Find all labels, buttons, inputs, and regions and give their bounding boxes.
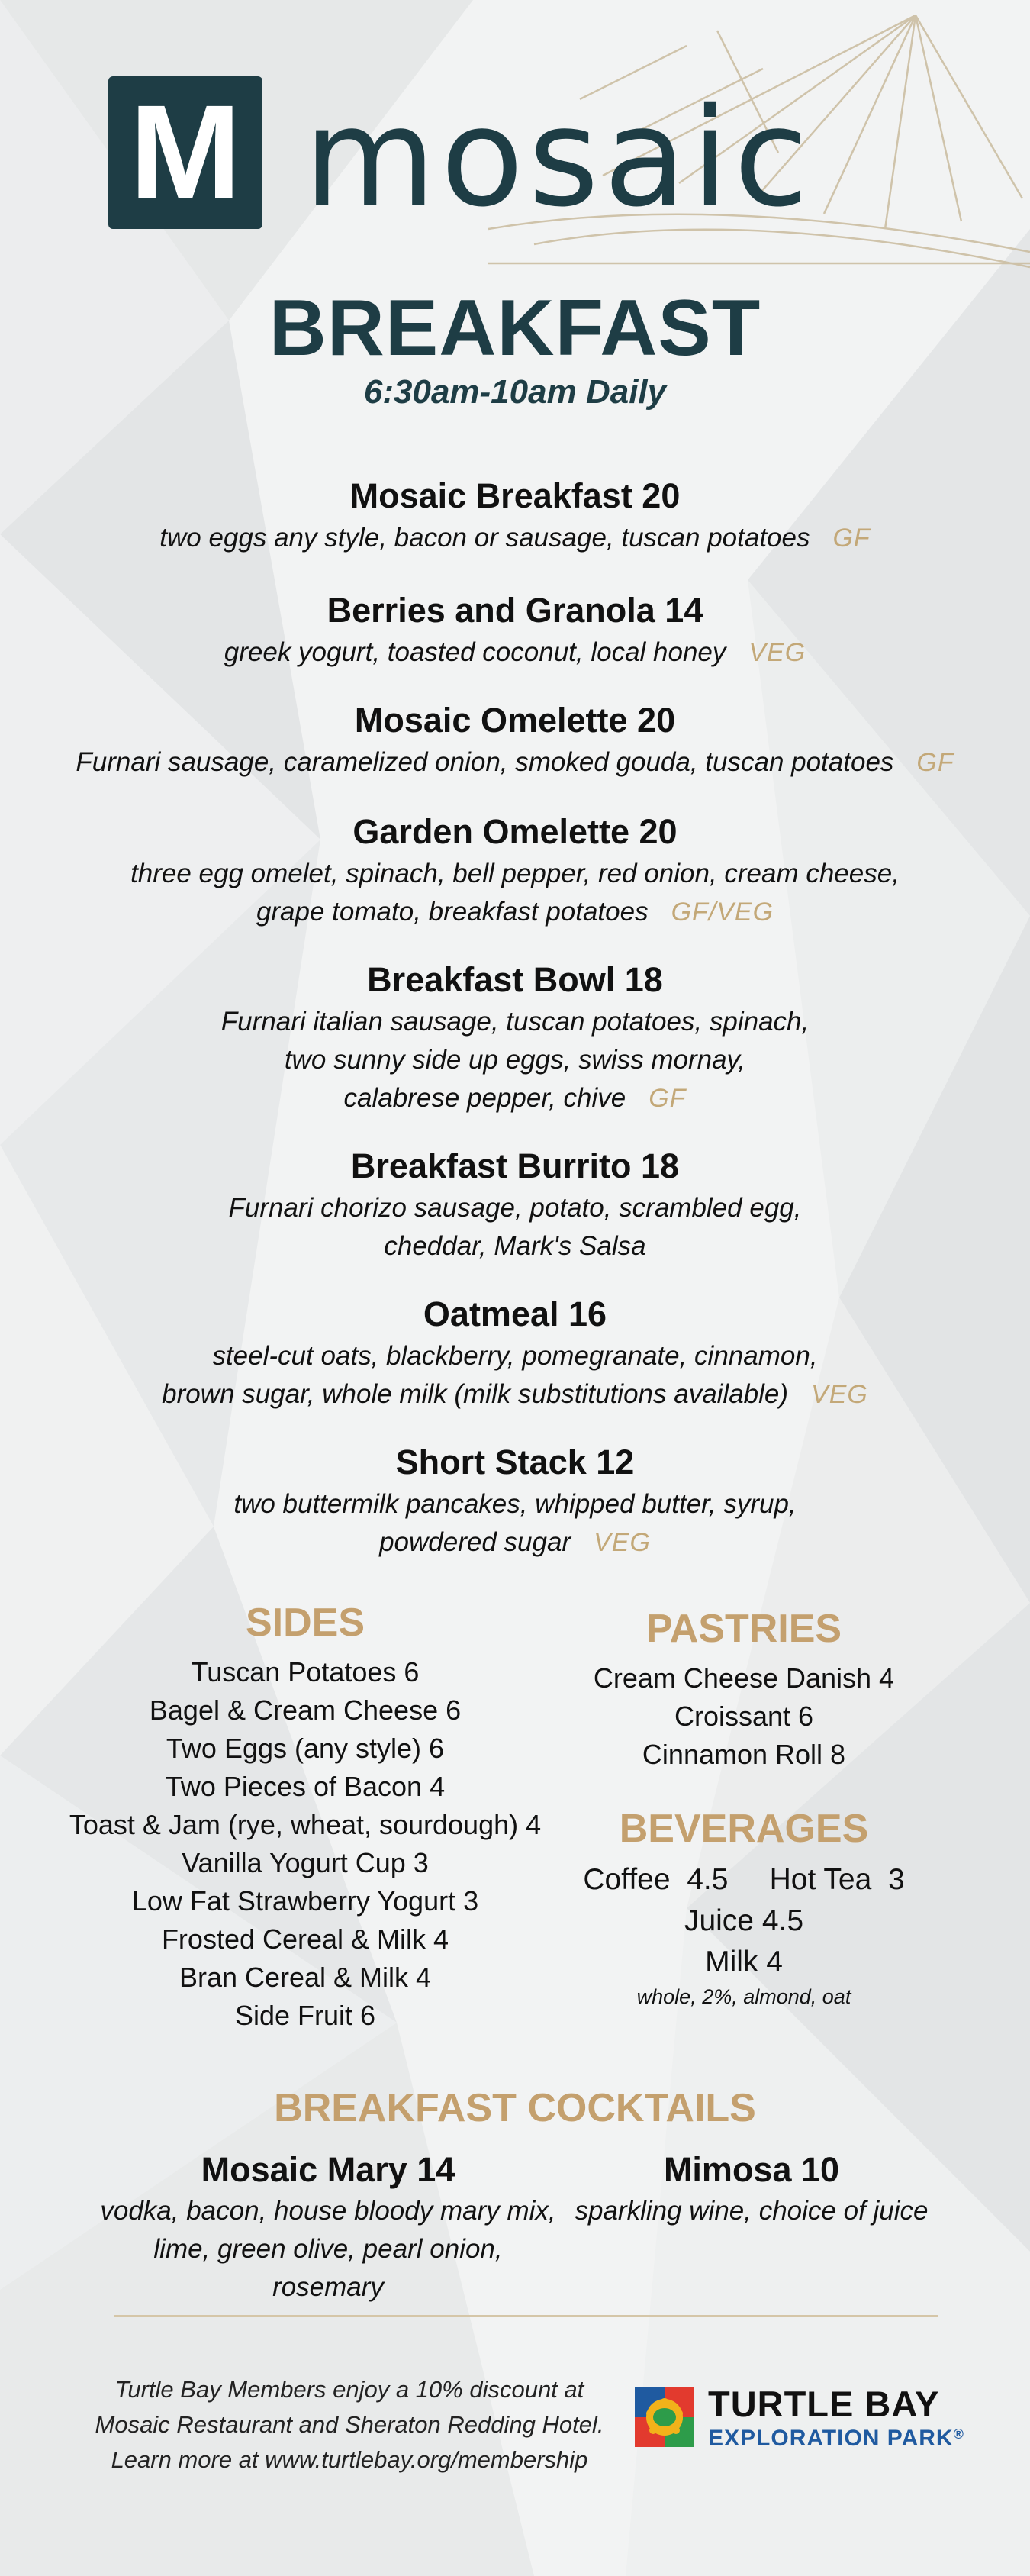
description-line: Furnari sausage, caramelized onion, smoked gouda, tuscan potatoes — [76, 747, 894, 777]
item-description — [0, 519, 1030, 557]
turtle-bay-logo-icon — [635, 2387, 694, 2447]
list-item: Bagel & Cream Cheese 6 — [149, 1694, 462, 1726]
sides-list — [61, 1653, 549, 2035]
description-line: grape tomato, breakfast potatoes — [256, 897, 649, 927]
list-item: Croissant 6 — [674, 1701, 814, 1732]
diet-tag: VEG — [811, 1380, 868, 1409]
beverages-list — [549, 1859, 938, 2010]
menu-item — [0, 588, 1030, 672]
diet-tag: GF — [649, 1084, 687, 1113]
membership-note — [90, 2372, 609, 2478]
list-item: Cream Cheese Danish 4 — [593, 1662, 895, 1694]
item-name: Short Stack 12 — [395, 1443, 635, 1481]
cocktail-item — [99, 2148, 557, 2307]
pastries-list — [549, 1659, 938, 1774]
cocktail-name: Mimosa 10 — [663, 2150, 840, 2189]
item-description-line: Furnari italian sausage, tuscan potatoes, spinach, — [220, 1007, 810, 1037]
list-item: Milk 4 — [705, 1946, 783, 1978]
list-item: Tuscan Potatoes 6 — [191, 1656, 420, 1688]
sides-heading: SIDES — [245, 1601, 365, 1645]
partner-subtitle — [708, 2427, 964, 2450]
list-item: Two Pieces of Bacon 4 — [165, 1771, 446, 1802]
list-item: Vanilla Yogurt Cup 3 — [182, 1847, 429, 1878]
description-line: brown sugar, whole milk (milk substitutions available) — [162, 1379, 789, 1409]
list-item: Low Fat Strawberry Yogurt 3 — [131, 1885, 479, 1917]
beverage-note: whole, 2%, almond, oat — [636, 1985, 851, 2008]
item-description-line: steel-cut oats, blackberry, pomegranate, cinnamon, — [212, 1341, 818, 1371]
mosaic-logo-mark — [108, 76, 262, 229]
menu-item — [0, 698, 1030, 782]
list-item: Juice 4.5 — [684, 1904, 804, 1937]
item-description — [0, 1375, 1030, 1414]
partner-subtitle-text: EXPLORATION PARK — [708, 2426, 954, 2451]
diet-tag: GF/VEG — [671, 898, 774, 927]
menu-item — [0, 957, 1030, 1117]
item-description — [0, 893, 1030, 931]
list-item: Cinnamon Roll 8 — [642, 1739, 846, 1770]
description-line: powdered sugar — [379, 1527, 571, 1557]
logo-letter: M — [129, 78, 242, 227]
cocktail-item — [565, 2148, 938, 2230]
cocktail-description-line: vodka, bacon, house bloody mary mix, — [100, 2196, 556, 2226]
item-name: Garden Omelette 20 — [352, 812, 678, 851]
diet-tag: VEG — [748, 638, 806, 667]
menu-item — [0, 1440, 1030, 1562]
cocktail-name: Mosaic Mary 14 — [201, 2150, 455, 2189]
menu-item — [0, 1143, 1030, 1265]
description-line: two eggs any style, bacon or sausage, tuscan potatoes — [159, 523, 810, 553]
item-description-line: Furnari chorizo sausage, potato, scrambled egg, — [228, 1193, 802, 1223]
list-item: Side Fruit 6 — [234, 2000, 376, 2031]
item-description-line: cheddar, Mark's Salsa — [384, 1231, 646, 1261]
item-name: Mosaic Breakfast 20 — [349, 476, 681, 515]
note-line: Turtle Bay Members enjoy a 10% discount at — [114, 2376, 584, 2403]
list-item: Frosted Cereal & Milk 4 — [161, 1923, 449, 1955]
menu-item — [0, 1291, 1030, 1414]
mosaic-wordmark: mosaic — [304, 79, 813, 237]
item-description — [0, 1079, 1030, 1117]
partner-name: TURTLE BAY — [708, 2384, 940, 2424]
item-name: Berries and Granola 14 — [327, 591, 703, 630]
item-description-line: two sunny side up eggs, swiss mornay, — [284, 1045, 746, 1075]
item-name: Mosaic Omelette 20 — [354, 701, 676, 740]
note-line: Mosaic Restaurant and Sheraton Redding Hotel. — [95, 2411, 604, 2438]
service-hours: 6:30am-10am Daily — [363, 373, 667, 411]
diet-tag: GF — [832, 524, 871, 553]
list-item: Coffee 4.5 Hot Tea 3 — [583, 1863, 905, 1896]
item-description-line: three egg omelet, spinach, bell pepper, red onion, cream cheese, — [130, 859, 900, 888]
item-description-line: two buttermilk pancakes, whipped butter, syrup, — [233, 1489, 797, 1519]
item-name: Oatmeal 16 — [423, 1294, 607, 1333]
list-item: Two Eggs (any style) 6 — [166, 1733, 445, 1764]
diet-tag: GF — [916, 748, 954, 777]
pastries-heading: PASTRIES — [645, 1607, 842, 1651]
list-item: Bran Cereal & Milk 4 — [179, 1962, 432, 1993]
item-name: Breakfast Bowl 18 — [367, 960, 663, 999]
list-item: Toast & Jam (rye, wheat, sourdough) 4 — [69, 1809, 542, 1840]
description-line: greek yogurt, toasted coconut, local honey — [224, 637, 726, 667]
item-description — [0, 634, 1030, 672]
menu-item — [0, 809, 1030, 931]
cocktail-description-line: sparkling wine, choice of juice — [575, 2196, 929, 2226]
item-description — [0, 743, 1030, 782]
item-name: Breakfast Burrito 18 — [350, 1146, 680, 1185]
menu-title: BREAKFAST — [269, 284, 761, 372]
divider — [114, 2315, 938, 2317]
description-line: calabrese pepper, chive — [343, 1083, 626, 1113]
cocktail-description-line: lime, green olive, pearl onion, rosemary — [153, 2234, 503, 2302]
note-line: Learn more at www.turtlebay.org/membership — [111, 2446, 588, 2473]
beverages-heading: BEVERAGES — [619, 1807, 869, 1851]
cocktails-heading: BREAKFAST COCKTAILS — [274, 2086, 756, 2130]
item-description — [0, 1523, 1030, 1562]
registered-mark: ® — [953, 2426, 964, 2442]
diet-tag: VEG — [594, 1528, 651, 1557]
menu-item — [0, 473, 1030, 557]
